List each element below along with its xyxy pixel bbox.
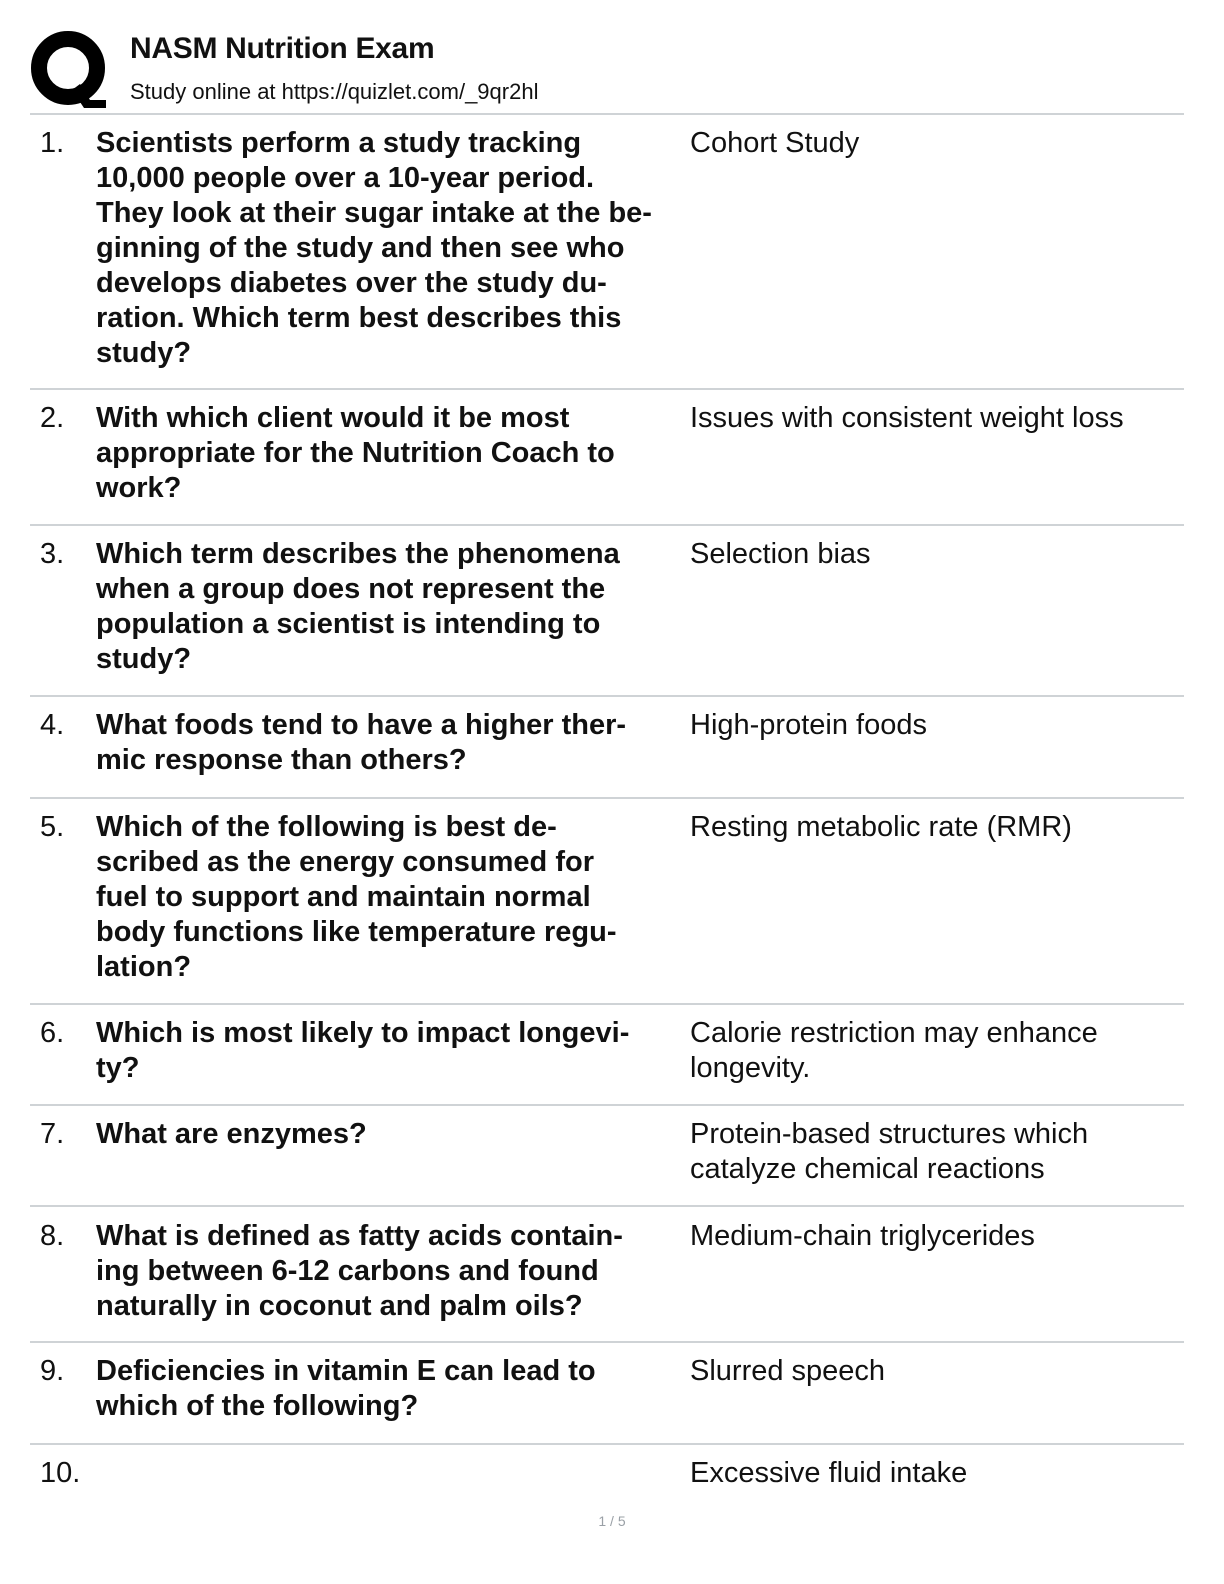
card-question (96, 708, 686, 778)
card-question (96, 1016, 686, 1086)
card-answer (690, 708, 1180, 743)
answer-line: Calorie restriction may enhance (690, 1017, 1098, 1049)
page-header (30, 28, 1184, 114)
question-line: What are enzymes? (96, 1118, 367, 1150)
card-answer (690, 1456, 1180, 1491)
card-number: 10. (40, 1457, 81, 1489)
question-line: fuel to support and maintain normal (96, 881, 591, 913)
question-line: With which client would it be most (96, 402, 570, 434)
card-divider (30, 1341, 1184, 1343)
answer-line: catalyze chemical reactions (690, 1153, 1045, 1185)
question-line: scribed as the energy consumed for (96, 846, 594, 878)
card-divider (30, 1205, 1184, 1207)
card-number: 3. (40, 538, 65, 570)
question-line: They look at their sugar intake at the be- (96, 197, 652, 229)
card-divider (30, 1003, 1184, 1005)
question-line: Which is most likely to impact longevi- (96, 1017, 630, 1049)
card-question (96, 810, 686, 985)
question-line: Which term describes the phenomena (96, 538, 620, 570)
card-number: 2. (40, 402, 65, 434)
card-answer (690, 1354, 1180, 1389)
question-line: ration. Which term best describes this (96, 302, 622, 334)
card-question (96, 1117, 686, 1152)
card-divider (30, 388, 1184, 390)
question-line: ing between 6-12 carbons and found (96, 1255, 599, 1287)
question-line: when a group does not represent the (96, 573, 606, 605)
question-line: develops diabetes over the study du- (96, 267, 607, 299)
answer-line: longevity. (690, 1052, 811, 1084)
card-number: 6. (40, 1017, 65, 1049)
answer-line: Cohort Study (690, 127, 860, 159)
card-number: 7. (40, 1118, 65, 1150)
card-number: 4. (40, 709, 65, 741)
answer-line: High-protein foods (690, 709, 927, 741)
card-question (96, 126, 686, 371)
answer-line: Selection bias (690, 538, 871, 570)
card-answer (690, 1016, 1180, 1086)
study-online-link[interactable]: Study online at https://quizlet.com/_9qr2hl (130, 79, 539, 104)
answer-line: Resting metabolic rate (RMR) (690, 811, 1072, 843)
question-line: Which of the following is best de- (96, 811, 557, 843)
question-line: mic response than others? (96, 744, 467, 776)
question-line: Scientists perform a study tracking (96, 127, 582, 159)
answer-line: Slurred speech (690, 1355, 886, 1387)
card-question (96, 1219, 686, 1324)
card-number: 5. (40, 811, 65, 843)
answer-line: Medium-chain triglycerides (690, 1220, 1035, 1252)
question-line: Deficiencies in vitamin E can lead to (96, 1355, 596, 1387)
card-number: 1. (40, 127, 65, 159)
card-divider (30, 797, 1184, 799)
card-answer (690, 810, 1180, 845)
question-line: population a scientist is intending to (96, 608, 601, 640)
question-line: body functions like temperature regu- (96, 916, 617, 948)
card-question (96, 537, 686, 677)
question-line: What is defined as fatty acids contain- (96, 1220, 623, 1252)
card-divider (30, 1104, 1184, 1106)
question-line: ginning of the study and then see who (96, 232, 625, 264)
question-line: which of the following? (96, 1390, 419, 1422)
question-line: lation? (96, 951, 192, 983)
card-answer (690, 1219, 1180, 1254)
question-line: ty? (96, 1052, 140, 1084)
card-answer (690, 537, 1180, 572)
answer-line: Protein-based structures which (690, 1118, 1089, 1150)
card-answer (690, 126, 1180, 161)
question-line: study? (96, 643, 192, 675)
deck-title: NASM Nutrition Exam (130, 32, 435, 65)
card-divider (30, 524, 1184, 526)
card-question (96, 1354, 686, 1424)
question-line: study? (96, 337, 192, 369)
card-divider (30, 1443, 1184, 1445)
question-line: What foods tend to have a higher ther- (96, 709, 627, 741)
question-line: work? (96, 472, 182, 504)
page-indicator: 1 / 5 (598, 1513, 626, 1529)
question-line: naturally in coconut and palm oils? (96, 1290, 583, 1322)
answer-line: Excessive fluid intake (690, 1457, 968, 1489)
quizlet-logo-icon (30, 30, 110, 110)
question-line: appropriate for the Nutrition Coach to (96, 437, 615, 469)
card-number: 8. (40, 1220, 65, 1252)
answer-line: Issues with consistent weight loss (690, 402, 1124, 434)
question-line: 10,000 people over a 10-year period. (96, 162, 595, 194)
card-divider (30, 695, 1184, 697)
card-answer (690, 1117, 1180, 1187)
header-divider (30, 113, 1184, 115)
card-number: 9. (40, 1355, 65, 1387)
card-answer (690, 401, 1180, 436)
card-question (96, 401, 686, 506)
